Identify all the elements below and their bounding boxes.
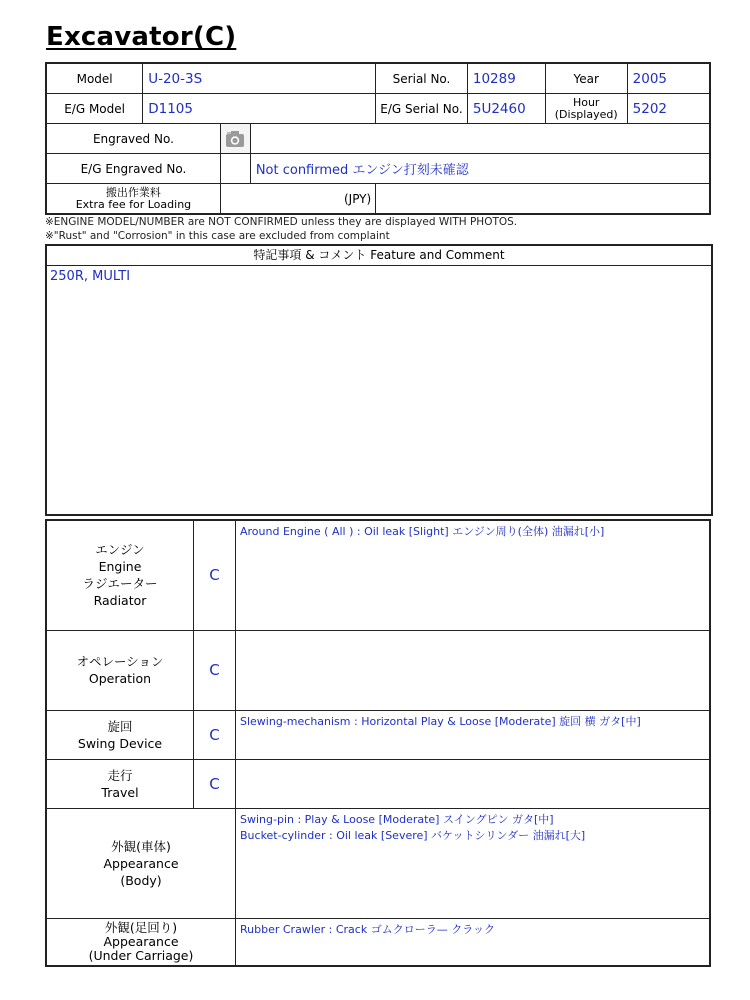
camera-icon[interactable]: [224, 128, 246, 150]
category-line: (Body): [120, 872, 162, 888]
category-line: 外観(車体): [111, 838, 171, 854]
feature-header: 特記事項 & コメント Feature and Comment: [47, 246, 711, 266]
category-engine: [46, 520, 194, 630]
eg-model-value: D1105: [143, 94, 376, 124]
grade-swing: C: [194, 710, 236, 759]
feature-comment-box: [45, 244, 713, 516]
comment-operation: [236, 630, 711, 710]
category-line: 走行: [107, 767, 133, 783]
hour-label-line2: (Displayed): [554, 107, 618, 121]
category-line: オペレーション: [76, 654, 164, 669]
fee-label: [46, 184, 220, 215]
model-label: Model: [46, 63, 143, 94]
category-line: Appearance: [103, 855, 179, 871]
eg-engraved-value: Not confirmed エンジン打刻未確認: [250, 154, 710, 184]
year-value: 2005: [627, 63, 710, 94]
comment-line: Slewing-mechanism : Horizontal Play & Loose [Moderate] 旋回 横 ガタ[中]: [240, 714, 641, 728]
category-line: Radiator: [93, 593, 147, 609]
year-label: Year: [545, 63, 627, 94]
category-appearance-undercarriage: [46, 918, 236, 966]
grade-engine: C: [194, 520, 236, 630]
condition-row-travel: [46, 759, 710, 808]
engraved-value: [250, 124, 710, 154]
engraved-label: Engraved No.: [46, 124, 220, 154]
comment-line: Swing-pin : Play & Loose [Moderate] スイングピン ガタ[中]: [240, 812, 554, 826]
comment-appearance-undercarriage: [236, 918, 711, 966]
comment-engine: [236, 520, 711, 630]
condition-row-swing: [46, 710, 710, 759]
condition-row-appearance-body: [46, 808, 710, 918]
grade-travel: C: [194, 759, 236, 808]
category-line: Travel: [101, 784, 139, 800]
comment-line: Rubber Crawler : Crack ゴムクローラ— クラック: [240, 922, 495, 936]
hour-label: [545, 94, 627, 124]
category-line: (Under Carriage): [88, 947, 194, 963]
category-line: Operation: [88, 671, 152, 686]
fee-unit: (JPY): [220, 184, 375, 215]
comment-appearance-body: [236, 808, 711, 918]
category-line: 外観(足回り): [104, 919, 178, 935]
category-line: Engine: [98, 559, 142, 575]
eg-serial-label: E/G Serial No.: [376, 94, 468, 124]
serial-value: 10289: [467, 63, 545, 94]
eg-engraved-photo-cell: [220, 154, 250, 184]
hour-value: 5202: [627, 94, 710, 124]
grade-operation: C: [194, 630, 236, 710]
condition-table: [45, 519, 711, 967]
eg-model-label: E/G Model: [46, 94, 143, 124]
condition-row-engine: [46, 520, 710, 630]
fee-label-en: Extra fee for Loading: [75, 197, 192, 211]
eg-serial-value: 5U2460: [467, 94, 545, 124]
condition-row-appearance-undercarriage: [46, 918, 710, 966]
comment-travel: [236, 759, 711, 808]
eg-engraved-label: E/G Engraved No.: [46, 154, 220, 184]
category-line: Swing Device: [77, 735, 163, 751]
category-line: ラジエーター: [82, 576, 158, 592]
model-value: U-20-3S: [143, 63, 376, 94]
category-line: 旋回: [107, 718, 133, 734]
fee-label-jp: 搬出作業料: [105, 185, 161, 199]
comment-swing: [236, 710, 711, 759]
category-travel: [46, 759, 194, 808]
category-appearance-body: [46, 808, 236, 918]
category-swing: [46, 710, 194, 759]
spec-table: [45, 62, 711, 215]
condition-row-operation: [46, 630, 710, 710]
category-line: Appearance: [103, 933, 179, 949]
category-line: エンジン: [95, 542, 145, 558]
category-operation: [46, 630, 194, 710]
fee-value: [376, 184, 710, 215]
page-title: Excavator(C): [46, 22, 237, 52]
engine-note: ※ENGINE MODEL/NUMBER are NOT CONFIRMED unless they are displayed WITH PHOTOS.: [45, 216, 518, 228]
rust-note: ※"Rust" and "Corrosion" in this case are excluded from complaint: [45, 230, 390, 242]
hour-label-line1: Hour: [572, 95, 600, 109]
serial-label: Serial No.: [376, 63, 468, 94]
comment-line: Around Engine ( All ) : Oil leak [Slight] エンジン周り(全体) 油漏れ[小]: [240, 525, 605, 538]
comment-line: Bucket-cylinder : Oil leak [Severe] バケットシリンダー 油漏れ[大]: [240, 828, 586, 842]
engraved-photo-cell[interactable]: [220, 124, 250, 154]
feature-text: 250R, MULTI: [50, 269, 131, 284]
